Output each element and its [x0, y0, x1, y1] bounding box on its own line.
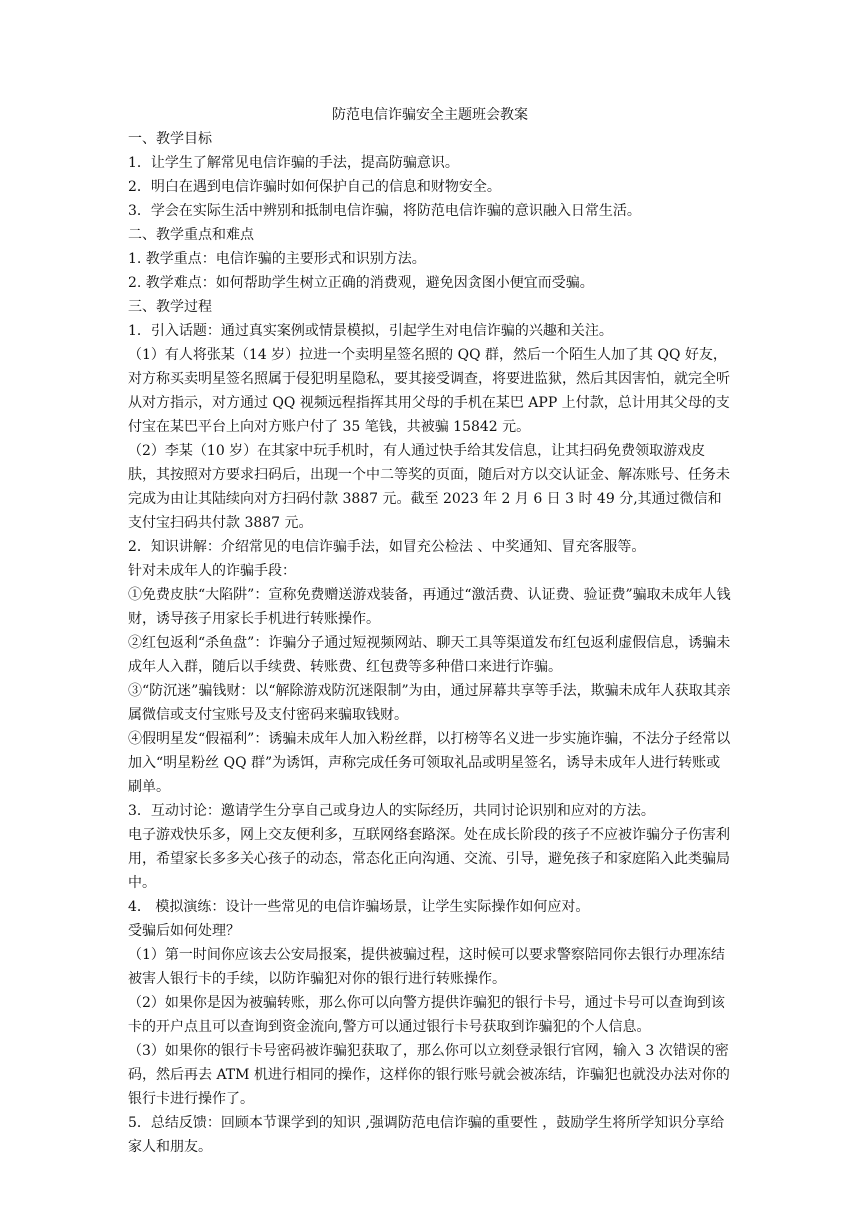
paragraph: 受骗后如何处理？: [128, 923, 240, 939]
paragraph: 4． 模拟演练：设计一些常见的电信诈骗场景，让学生实际操作如何应对。: [128, 899, 590, 915]
list-item: ②红包返利“杀鱼盘”：诈骗分子通过短视频网站、聊天工具等渠道发布红包返利虚假信息，诱骗未成年人入群，随后以手续费、转账费、红包费等多种借口来进行诈骗。: [128, 635, 731, 675]
paragraph: 2．知识讲解：介绍常见的电信诈骗手法，如冒充公检法 、中奖通知、冒充客服等。: [128, 539, 646, 555]
section-heading: 一、教学目标: [128, 131, 212, 147]
paragraph: 电子游戏快乐多，网上交友便利多，互联网络套路深。处在成长阶段的孩子不应被诈骗分子伤害利用，希望家长多多关心孩子的动态，常态化正向沟通、交流、引导，避免孩子和家庭陷入此类骗局中。: [128, 827, 730, 891]
paragraph: 5．总结反馈：回顾本节课学到的知识 ,强调防范电信诈骗的重要性 ，鼓励学生将所学知识分享给家人和朋友。: [128, 1115, 725, 1155]
list-item: ①免费皮肤“大陷阱”：宣称免费赠送游戏装备，再通过“激活费、认证费、验证费”骗取未成年人钱财，诱导孩子用家长手机进行转账操作。: [128, 587, 731, 627]
list-item: （2）如果你是因为被骗转账，那么你可以向警方提供诈骗犯的银行卡号，通过卡号可以查询到该卡的开户点且可以查询到资金流向,警方可以通过银行卡号获取到诈骗犯的个人信息。: [128, 995, 725, 1035]
section-heading: 三、教学过程: [128, 299, 212, 315]
paragraph: 3．互动讨论：邀请学生分享自己或身边人的实际经历，共同讨论识别和应对的方法。: [128, 803, 655, 819]
list-item: ③“防沉迷”骗钱财：以“解除游戏防沉迷限制”为由，通过屏幕共享等手法，欺骗未成年人获取其亲属微信或支付宝账号及支付密码来骗取钱财。: [128, 683, 731, 723]
case-paragraph: （1）有人将张某（14 岁）拉进一个卖明星签名照的 QQ 群，然后一个陌生人加了其 QQ 好友，对方称买卖明星签名照属于侵犯明星隐私，要其接受调查，将要进监狱，然后其因害怕，就完全听从对方指示，对方通过 QQ 视频远程指挥其用父母的手机在某巴 APP 上付款，总计用其父母的支付宝在某巴平台上向对方账户付了 35 笔钱，共被骗 15842 元。: [128, 347, 730, 435]
document-title: 防范电信诈骗安全主题班会教案: [332, 107, 528, 123]
list-item: ④假明星发“假福利”：诱骗未成年人加入粉丝群，以打榜等名义进一步实施诈骗，不法分子经常以加入“明星粉丝 QQ 群”为诱饵，声称完成任务可领取礼品或明星签名，诱导未成年人进行转账或刷单。: [128, 731, 731, 795]
list-item: （1）第一时间你应该去公安局报案，提供被骗过程，这时候可以要求警察陪同你去银行办理冻结被害人银行卡的手续，以防诈骗犯对你的银行进行转账操作。: [128, 947, 725, 987]
paragraph: 1．让学生了解常见电信诈骗的手法，提高防骗意识。: [128, 155, 459, 171]
section-heading: 二、教学重点和难点: [128, 227, 254, 243]
list-item: （3）如果你的银行卡号密码被诈骗犯获取了，那么你可以立刻登录银行官网，输入 3 次错误的密码，然后再去 ATM 机进行相同的操作，这样你的银行账号就会被冻结，诈骗犯也就没办法对你的银行卡进行操作了。: [128, 1043, 730, 1107]
case-paragraph: （2）李某（10 岁）在其家中玩手机时，有人通过快手给其发信息，让其扫码免费领取游戏皮肤，其按照对方要求扫码后，出现一个中二等奖的页面，随后对方以交认证金、解冻账号、任务未完成为由让其陆续向对方扫码付款 3887 元。截至 2023 年 2 月 6 日 3 时 49 分,其通过微信和支付宝扫码共付款 3887 元。: [128, 443, 730, 531]
paragraph: 1．引入话题：通过真实案例或情景模拟，引起学生对电信诈骗的兴趣和关注。: [128, 323, 613, 339]
paragraph: 3．学会在实际生活中辨别和抵制电信诈骗，将防范电信诈骗的意识融入日常生活。: [128, 203, 641, 219]
paragraph: 2．明白在遇到电信诈骗时如何保护自己的信息和财物安全。: [128, 179, 501, 195]
paragraph: 针对未成年人的诈骗手段：: [128, 563, 296, 579]
paragraph: 2. 教学难点：如何帮助学生树立正确的消费观，避免因贪图小便宜而受骗。: [128, 275, 594, 291]
paragraph: 1. 教学重点：电信诈骗的主要形式和识别方法。: [128, 251, 426, 267]
